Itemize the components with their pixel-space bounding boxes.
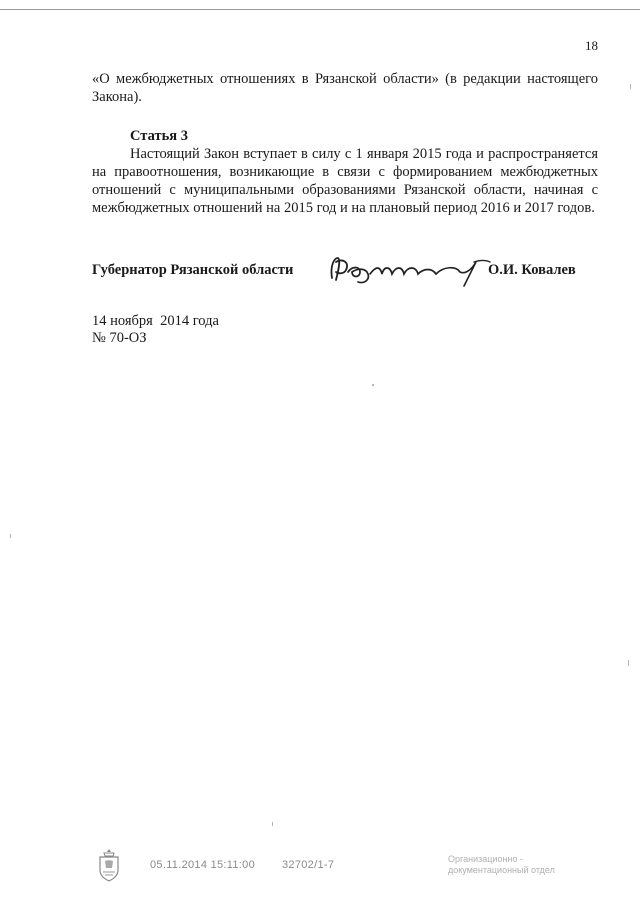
scan-speck: [630, 84, 631, 89]
continuation-paragraph: «О межбюджетных отношениях в Рязанской области» (в редакции настоящего Закона).: [92, 71, 598, 105]
governor-name: О.И. Ковалев: [488, 262, 576, 278]
signing-details: [92, 313, 219, 347]
registration-number: 32702/1-7: [282, 859, 335, 871]
scan-speck: [372, 384, 374, 386]
article-paragraph: Настоящий Закон вступает в силу с 1 января 2015 года и распространяется на правоотношения, возникающие в связи с формированием межбюджетных отношений с муниципальными образованиями Рязанской области, начиная с межбюджетных отношений на 2015 год и на плановый период 2016 и 2017 годов.: [92, 146, 598, 216]
scan-speck: [10, 534, 11, 538]
coat-of-arms-icon: [96, 848, 122, 882]
department-stamp: [448, 854, 555, 876]
scan-speck: [272, 822, 273, 826]
law-number: № 70-ОЗ: [92, 330, 147, 346]
page-number: 18: [585, 38, 598, 53]
registration-datetime: 05.11.2014 15:11:00: [150, 859, 255, 871]
governor-title: Губернатор Рязанской области: [92, 262, 294, 278]
handwritten-signature: [324, 252, 494, 288]
scan-speck: [628, 660, 629, 666]
scan-edge-line: [0, 9, 640, 10]
document-footer: [0, 848, 640, 888]
article-heading: Статья 3: [130, 128, 188, 144]
signing-date: 14 ноября 2014 года: [92, 313, 219, 329]
signature-block: [92, 252, 598, 292]
department-line-1: Организационно -: [448, 854, 523, 864]
department-line-2: документационный отдел: [448, 865, 555, 875]
